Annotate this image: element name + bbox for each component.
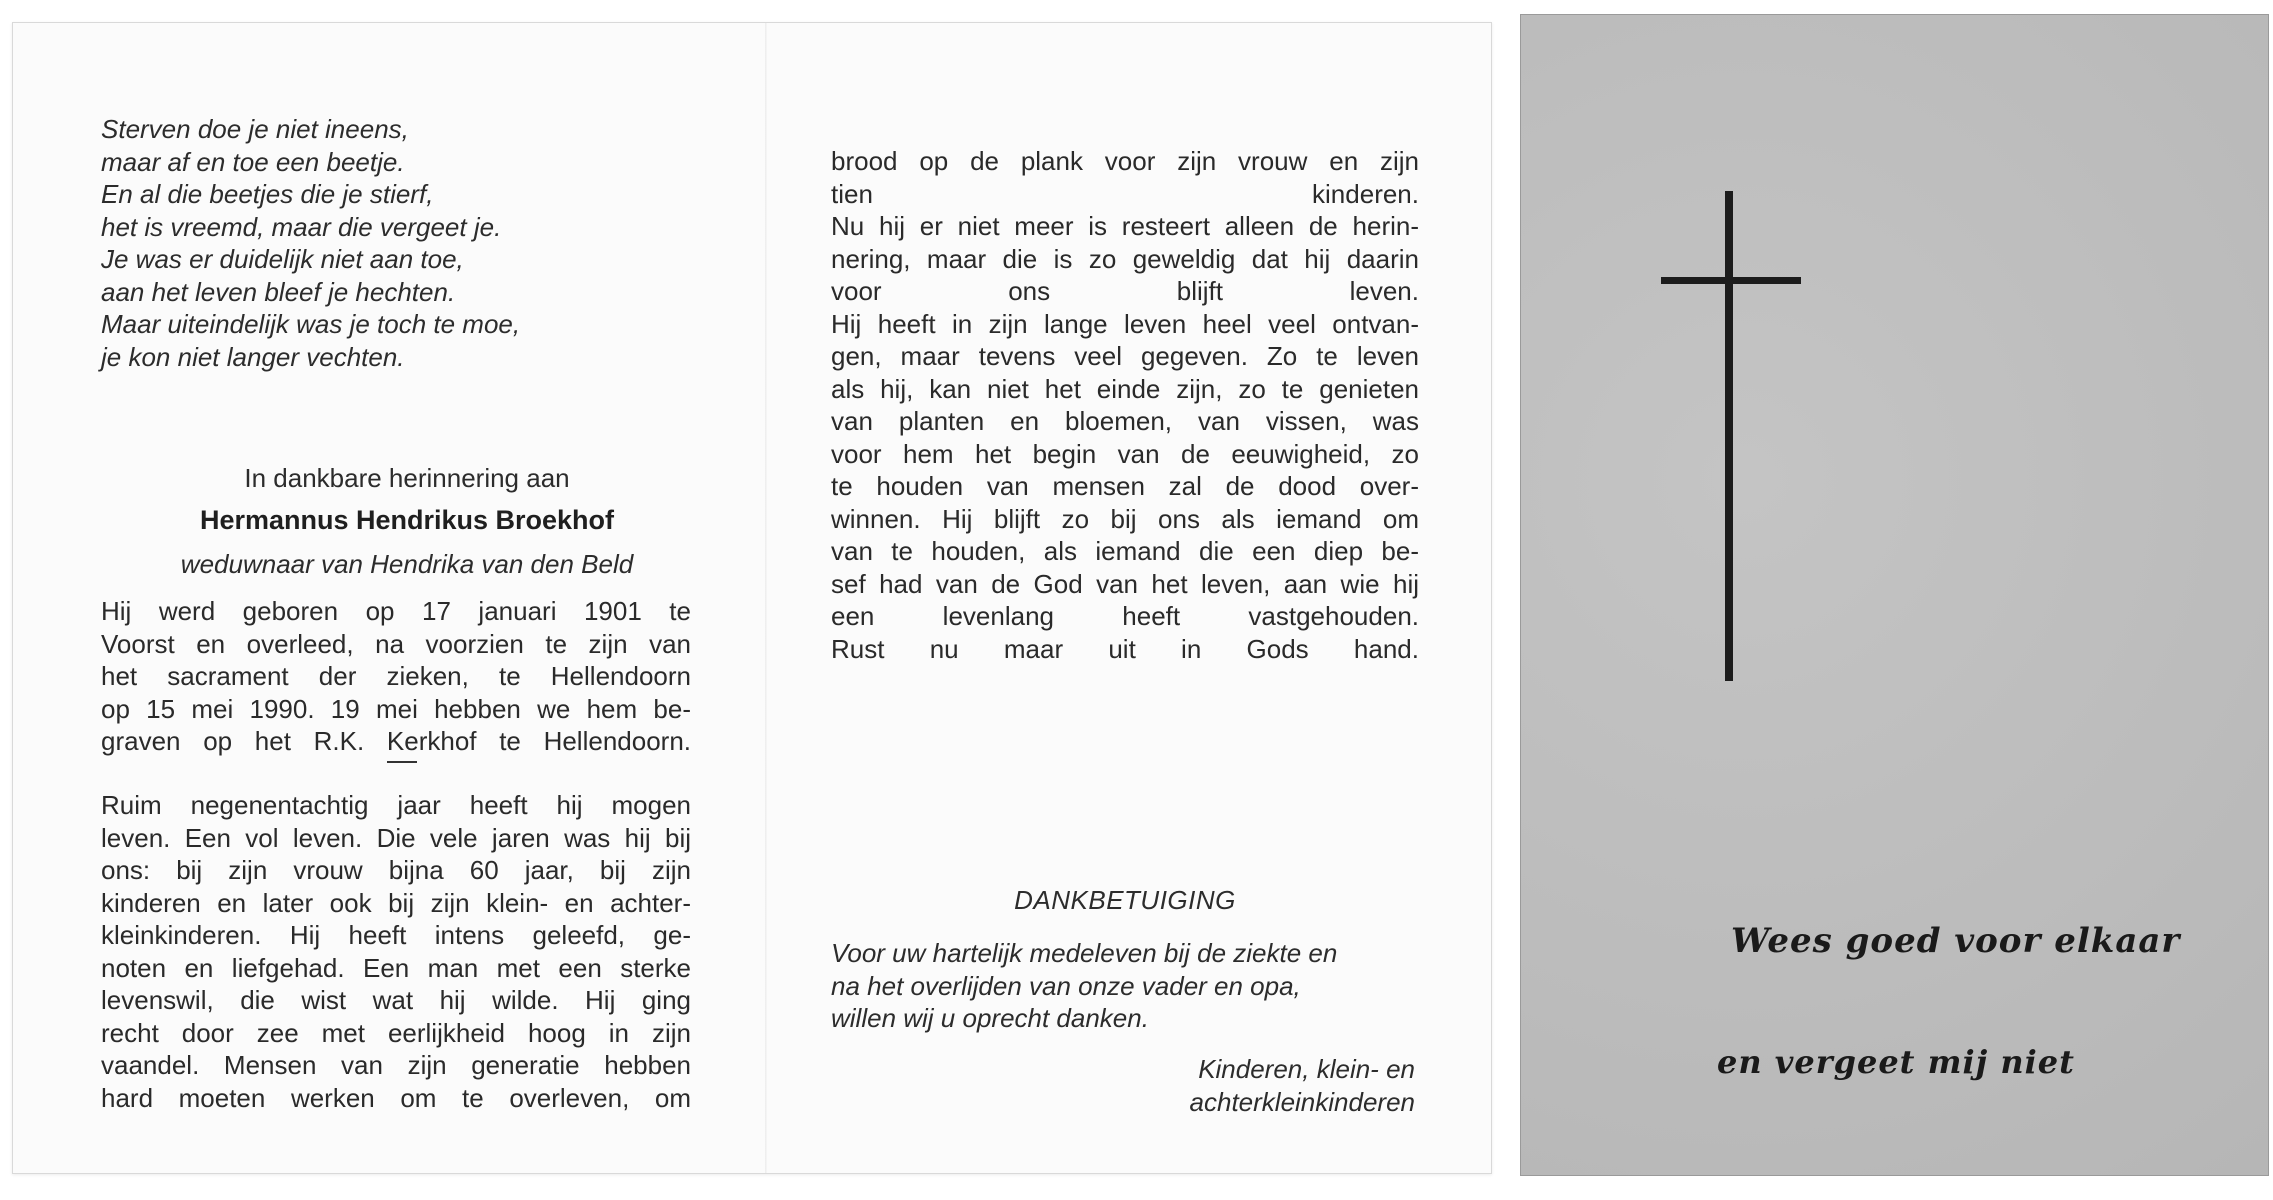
biography-paragraph-3 xyxy=(831,145,1419,665)
text-line: op 15 mei 1990. 19 mei hebben we hem be- xyxy=(101,693,691,724)
poem xyxy=(101,113,520,373)
text-line: van planten en bloemen, van vissen, was xyxy=(831,406,1419,436)
cross-horizontal-bar xyxy=(1661,277,1801,284)
text-line: Hij werd geboren op 17 januari 1901 te xyxy=(101,596,691,626)
deceased-name: Hermannus Hendrikus Broekhof xyxy=(199,505,615,535)
motto-line-1: Wees goed voor elkaar xyxy=(1731,921,2181,961)
biography-paragraph-2 xyxy=(101,789,691,1114)
cross-vertical-bar xyxy=(1725,191,1733,681)
poem-line: maar af en toe een beetje. xyxy=(101,146,405,177)
card-fold xyxy=(765,23,767,1173)
text-line: Ruim negenentachtig jaar heeft hij mogen xyxy=(101,790,691,820)
text-line: leven. Een vol leven. Die vele jaren was hij bij xyxy=(101,822,691,853)
poem-line: Sterven doe je niet ineens, xyxy=(101,114,409,144)
text-line: Voor uw hartelijk medeleven bij de ziekte en xyxy=(831,938,1338,968)
thanks-text xyxy=(831,937,1421,1035)
poem-line: Maar uiteindelijk was je toch te moe, xyxy=(101,309,521,339)
signoff-line: achterkleinkinderen xyxy=(1189,1086,1415,1117)
cross-icon xyxy=(1661,191,1801,681)
text-line: Rust nu maar uit in Gods hand. xyxy=(831,633,1419,664)
text-line: het sacrament der zieken, te Hellendoorn xyxy=(101,661,691,691)
text-line: kinderen en later ook bij zijn klein- en achter- xyxy=(101,887,691,918)
text-line: brood op de plank voor zijn vrouw en zijn xyxy=(831,146,1419,176)
text-line: Nu hij er niet meer is resteert alleen de herin- xyxy=(831,211,1419,241)
text-line: een levenlang heeft vastgehouden. xyxy=(831,601,1419,631)
text-line: sef had van de God van het leven, aan wie hij xyxy=(831,568,1419,599)
poem-line: je kon niet langer vechten. xyxy=(101,341,405,372)
poem-line: En al die beetjes die je stierf, xyxy=(101,179,434,209)
thanks-heading: DANKBETUIGING xyxy=(1014,885,1236,915)
text-line: tien kinderen. xyxy=(831,178,1419,209)
biography-paragraph-1 xyxy=(101,595,691,758)
text-line: vaandel. Mensen van zijn generatie hebben xyxy=(101,1050,691,1080)
text-line: voor hem het begin van de eeuwigheid, zo xyxy=(831,438,1419,469)
text-line: noten en liefgehad. Een man met een sterke xyxy=(101,952,691,983)
text-line: willen wij u oprecht danken. xyxy=(831,1003,1149,1033)
card-inner-spread xyxy=(12,22,1492,1174)
text-line: na het overlijden van onze vader en opa, xyxy=(831,970,1301,1001)
widower-line: weduwnaar van Hendrika van den Beld xyxy=(180,549,634,579)
text-line: ons: bij zijn vrouw bijna 60 jaar, bij zijn xyxy=(101,855,691,885)
text-line: winnen. Hij blijft zo bij ons als iemand om xyxy=(831,503,1419,534)
text-line: voor ons blijft leven. xyxy=(831,276,1419,306)
section-divider xyxy=(387,761,417,763)
poem-line: Je was er duidelijk niet aan toe, xyxy=(101,244,464,274)
text-line: recht door zee met eerlijkheid hoog in zijn xyxy=(101,1017,691,1048)
text-line: gen, maar tevens veel gegeven. Zo te leven xyxy=(831,341,1419,371)
text-line: hard moeten werken om te overleven, om xyxy=(101,1082,691,1113)
text-line: levenswil, die wist wat hij wilde. Hij ging xyxy=(101,985,691,1015)
text-line: van te houden, als iemand die een diep be- xyxy=(831,536,1419,566)
text-line: als hij, kan niet het einde zijn, zo te genieten xyxy=(831,373,1419,404)
thanks-signoff xyxy=(1190,1053,1415,1118)
signoff-line: Kinderen, klein- en xyxy=(1198,1054,1415,1084)
poem-line: het is vreemd, maar die vergeet je. xyxy=(101,211,502,242)
card-cover xyxy=(1520,14,2269,1176)
text-line: te houden van mensen zal de dood over- xyxy=(831,471,1419,501)
text-line: graven op het R.K. Kerkhof te Hellendoorn. xyxy=(101,726,691,756)
text-line: Hij heeft in zijn lange leven heel veel ontvan- xyxy=(831,308,1419,339)
text-line: kleinkinderen. Hij heeft intens geleefd, ge- xyxy=(101,920,691,950)
poem-line: aan het leven bleef je hechten. xyxy=(101,276,456,307)
text-line: nering, maar die is zo geweldig dat hij daarin xyxy=(831,243,1419,274)
memorial-intro: In dankbare herinnering aan xyxy=(244,463,570,493)
text-line: Voorst en overleed, na voorzien te zijn van xyxy=(101,628,691,659)
motto-line-2: en vergeet mij niet xyxy=(1717,1043,2075,1081)
